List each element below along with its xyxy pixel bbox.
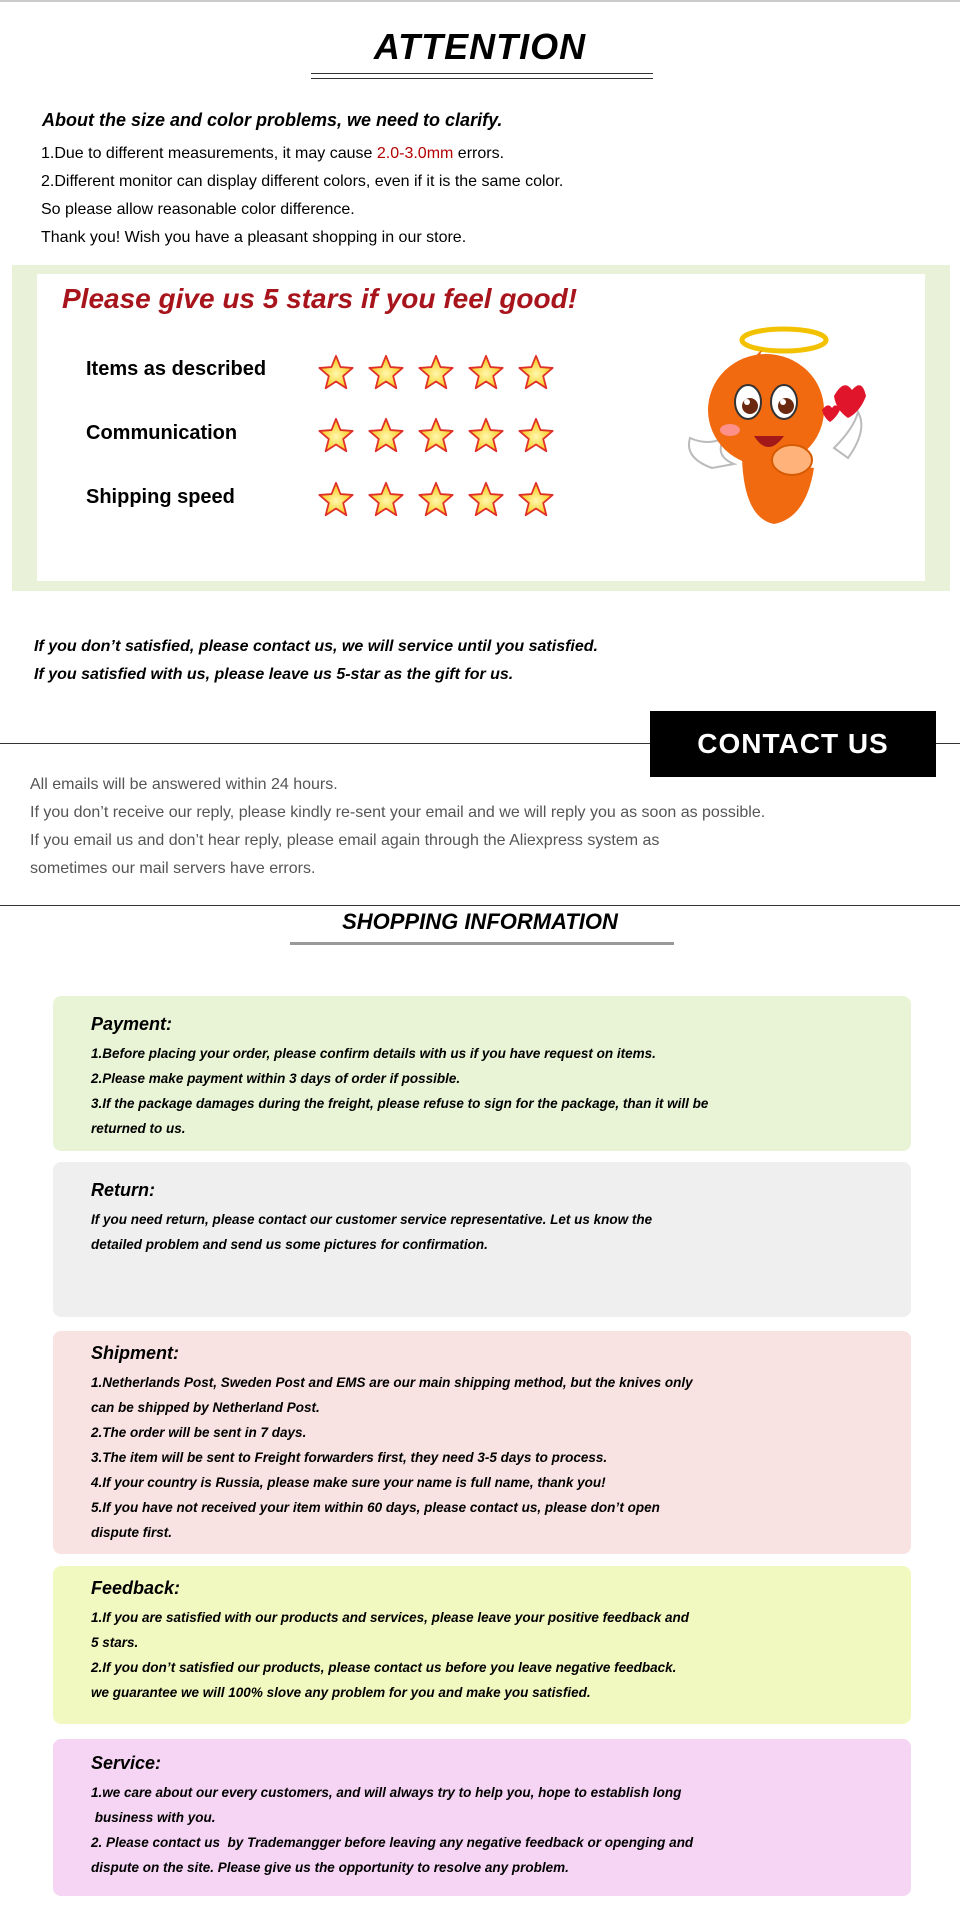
star-icon [368,481,404,522]
shipment-line: 2.The order will be sent in 7 days. [91,1425,307,1440]
star-icon [368,417,404,458]
satisfaction-line-2: If you satisfied with us, please leave us 5-star as the gift for us. [34,666,514,683]
shipment-title: Shipment: [91,1343,179,1363]
shipment-line: 4.If your country is Russia, please make sure your name is full name, thank you! [91,1475,606,1490]
shipment-line: 5.If you have not received your item within 60 days, please contact us, please don’t open [91,1500,660,1515]
payment-title: Payment: [91,1014,173,1034]
star-icon [518,417,554,458]
payment-panel [53,996,911,1151]
rating-title: Please give us 5 stars if you feel good! [62,283,578,314]
star-icon [468,481,504,522]
feedback-line: 1.If you are satisfied with our products and services, please leave your positive feedback and [91,1610,689,1625]
star-icon [368,354,404,395]
service-line: 2. Please contact us by Trademangger before leaving any negative feedback or openging and [91,1835,694,1850]
shipment-line: dispute first. [91,1525,173,1540]
shipment-line: can be shipped by Netherland Post. [91,1400,320,1415]
attention-title-rule [311,73,653,79]
payment-line: 3.If the package damages during the freight, please refuse to sign for the package, than it will be [91,1096,709,1111]
star-icon [418,481,454,522]
feedback-title: Feedback: [91,1578,181,1598]
top-divider [0,0,960,2]
return-panel [53,1162,911,1317]
email-note-2: If you don’t receive our reply, please kindly re-sent your email and we will reply you as soon as possible. [30,804,766,821]
email-note-3: If you email us and don’t hear reply, please email again through the Aliexpress system as [30,832,660,849]
star-icon [418,354,454,395]
service-panel [53,1739,911,1896]
attention-heading: About the size and color problems, we need to clarify. [42,110,503,130]
rating-stars-shipping [318,481,554,522]
star-icon [518,481,554,522]
attention-line-4: Thank you! Wish you have a pleasant shopping in our store. [41,229,467,246]
star-icon [318,354,354,395]
rating-stars-items [318,354,554,395]
shipment-line: 1.Netherlands Post, Sweden Post and EMS are our main shipping method, but the knives only [91,1375,693,1390]
payment-line: 2.Please make payment within 3 days of order if possible. [91,1071,461,1086]
attention-line-2: 2.Different monitor can display different colors, even if it is the same color. [41,173,564,190]
rating-label-shipping: Shipping speed [86,486,235,508]
shopping-title-underline [290,942,674,945]
feedback-panel [53,1566,911,1724]
angel-mascot-icon [684,318,884,538]
shipment-panel [53,1331,911,1554]
feedback-line: we guarantee we will 100% slove any problem for you and make you satisfied. [91,1685,591,1700]
shopping-divider [0,905,960,906]
rating-label-communication: Communication [86,422,238,444]
star-icon [468,354,504,395]
email-note-4: sometimes our mail servers have errors. [30,860,316,877]
shopping-title: SHOPPING INFORMATION [342,909,618,934]
satisfaction-line-1: If you don’t satisfied, please contact us, we will service until you satisfied. [34,638,598,655]
contact-us-banner: CONTACT US [650,711,936,777]
star-icon [318,481,354,522]
service-title: Service: [91,1753,162,1773]
return-line: If you need return, please contact our customer service representative. Let us know the [91,1212,653,1227]
feedback-line: 2.If you don’t satisfied our products, please contact us before you leave negative feedback. [91,1660,677,1675]
attention-line-1: 1.Due to different measurements, it may cause 2.0-3.0mm errors. [41,145,505,162]
shipment-line: 3.The item will be sent to Freight forwarders first, they need 3-5 days to process. [91,1450,608,1465]
service-line: 1.we care about our every customers, and will always try to help you, hope to establish long [91,1785,682,1800]
payment-line: returned to us. [91,1121,186,1136]
star-icon [318,417,354,458]
tolerance-value: 2.0-3.0mm [376,145,454,162]
payment-line: 1.Before placing your order, please confirm details with us if you have request on items. [91,1046,656,1061]
return-title: Return: [91,1180,155,1200]
feedback-line: 5 stars. [91,1635,139,1650]
star-icon [468,417,504,458]
attention-line-3: So please allow reasonable color difference. [41,201,355,218]
attention-title: ATTENTION [373,26,587,67]
rating-stars-communication [318,417,554,458]
return-line: detailed problem and send us some pictures for confirmation. [91,1237,488,1252]
star-icon [418,417,454,458]
star-icon [518,354,554,395]
rating-label-items: Items as described [86,358,267,380]
service-line: business with you. [91,1810,216,1825]
service-line: dispute on the site. Please give us the opportunity to resolve any problem. [91,1860,569,1875]
email-note-1: All emails will be answered within 24 hours. [30,776,338,793]
